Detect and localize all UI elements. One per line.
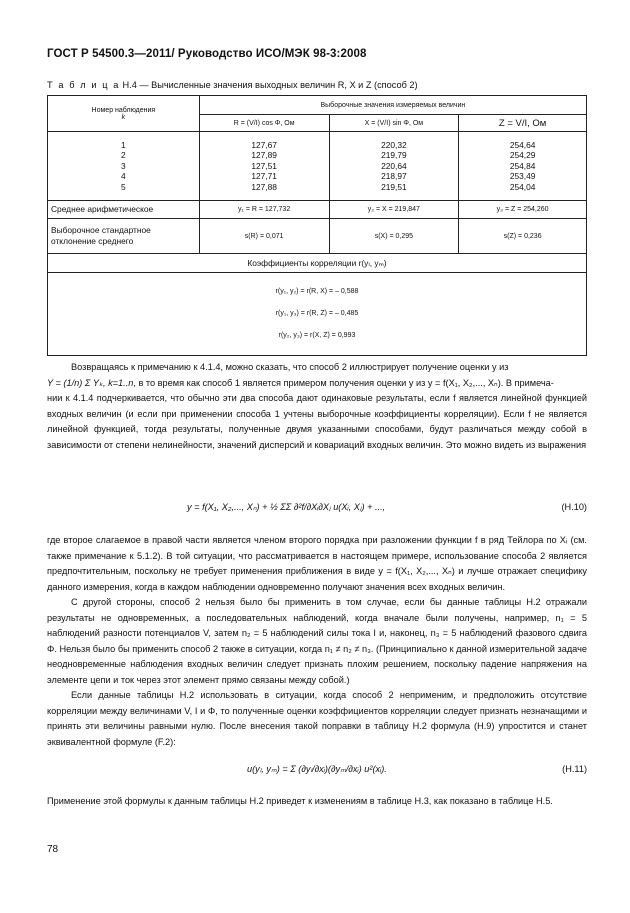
equation-h10-formula: y = f(X₁, X₂,..., Xₙ) + ½ ΣΣ ∂²f/∂Xᵢ∂Xⱼ u(Xᵢ, Xⱼ) + ..., (187, 502, 386, 512)
R-5: 127,88 (251, 181, 277, 192)
text-block-3 (47, 794, 587, 810)
mean-Z: y₃ = Z = 254,260 (459, 201, 587, 219)
paragraph-5: Если данные таблицы Н.2 использовать в ситуации, когда способ 2 неприменим, и предположить отсутствие корреляции между величинами V, I и Φ, то полученные оценки коэффициентов корреляции следует признать незначащими и принять эти величины равными нулю. После внесения такой поправки в таблицу Н.2 формула (Н.9) упростится и станет эквивалентной формуле (F.2): (47, 690, 587, 747)
X-1: 220,32 (381, 139, 407, 150)
text-block-2 (47, 533, 587, 750)
sd-label-line1: Выборочное стандартное (51, 225, 151, 235)
page-number: 78 (47, 844, 59, 855)
caption-text: Н.4 — Вычисленные значения выходных величин R, X и Z (способ 2) (119, 80, 418, 90)
equation-h11-number: (Н.11) (562, 764, 587, 774)
col-header-Z: Z = V/I, Ом (459, 115, 587, 132)
Z-4: 253,49 (509, 171, 536, 182)
page-header: ГОСТ Р 54500.3—2011/ Руководство ИСО/МЭК 98-3:2008 (47, 48, 367, 60)
table-caption (47, 80, 418, 90)
paragraph-2: нии к 4.1.4 подчеркивается, что обычно эти два способа дают одинаковые результаты, если f является линейной функцией входных величин (и если при применении способа 1 учтены выборочные коэффициенты корреляции). Если f не является линейной функцией, тогда результаты, полученные двумя указанными способами, будут различаться между собой в зависимости от степени нелинейности, значений дисперсий и ковариаций входных величин. Это можно видеть из выражения (47, 393, 587, 450)
mean-label: Среднее арифметическое (48, 201, 200, 219)
k-2: 2 (121, 150, 126, 161)
k-5: 5 (121, 181, 126, 192)
paragraph-1-continuation: , в то время как способ 1 является примером получения оценки y из y = f(X₁, X₂,..., Xₙ). В примеча- (133, 377, 554, 388)
sd-X: s(X) = 0,295 (329, 219, 459, 254)
R-4: 127,71 (251, 171, 277, 182)
R-values (199, 132, 329, 201)
col-header-observation-line2: k (121, 113, 126, 121)
col-header-X: X = (V/I) sin Φ, Ом (329, 115, 459, 132)
col-header-observation (48, 96, 200, 132)
sd-R: s(R) = 0,071 (199, 219, 329, 254)
paragraph-1: Возвращаясь к примечанию к 4.1.4, можно сказать, что способ 2 иллюстрирует получение оценки y из (71, 362, 509, 372)
correlation-title: Коэффициенты корреляции r(yₗ, yₘ) (48, 254, 587, 273)
Z-2: 254,29 (509, 150, 536, 161)
Z-3: 254,84 (509, 160, 536, 171)
X-5: 219,51 (381, 181, 407, 192)
X-3: 220,64 (381, 160, 407, 171)
mean-R: y₁ = R = 127,732 (199, 201, 329, 219)
sd-label-line2: отклонение среднего (51, 236, 134, 246)
equation-h11-formula: u(yₗ, yₘ) = Σ (∂yₗ/∂xᵢ)(∂yₘ/∂xᵢ) u²(xᵢ). (247, 764, 387, 774)
R-2: 127,89 (251, 150, 277, 161)
equation-h10-number: (Н.10) (561, 502, 587, 512)
correlation-values (48, 273, 587, 356)
Z-5: 254,04 (509, 181, 536, 192)
col-header-R: R = (V/I) cos Φ, Ом (199, 115, 329, 132)
equation-h11 (47, 758, 587, 788)
k-4: 4 (121, 171, 126, 182)
X-values (329, 132, 459, 201)
correlation-r23: r(y₂, y₃) = r(X, Z) = 0,993 (278, 332, 356, 339)
R-1: 127,67 (251, 139, 277, 150)
k-1: 1 (121, 139, 126, 150)
mean-row (48, 201, 587, 219)
sd-label (48, 219, 200, 254)
col-header-observation-line1: Номер наблюдения (91, 106, 156, 114)
group-header: Выборочные значения измеряемых величин (199, 96, 586, 115)
paragraph-1-formula-line (47, 376, 587, 392)
sd-row (48, 219, 587, 254)
correlation-r12: r(y₁, y₂) = r(R, X) = – 0,588 (275, 288, 359, 295)
Z-1: 254,64 (509, 139, 536, 150)
X-4: 218,97 (381, 171, 407, 182)
paragraph-6: Применение этой формулы к данным таблицы Н.2 приведет к изменениям в таблице Н.3, как показано в таблице Н.5. (47, 796, 553, 806)
X-2: 219,79 (381, 150, 407, 161)
data-values-row (48, 132, 587, 201)
Z-values (459, 132, 587, 201)
paragraph-4: С другой стороны, способ 2 нельзя было бы применить в том случае, если бы данные таблицы Н.2 отражали результаты не одновременных, а последовательных наблюдений, когда вначале были получены, например, n₁ = 5 наблюдений разности потенциалов V, затем n₂ = 5 наблюдений силы тока I и, наконец, n₃ = 5 наблюдений фазового сдвига Φ. Нельзя было бы применить способ 2 также в ситуации, когда n₁ ≠ n₂ ≠ n₃. (Принципиально к данной измерительной задаче неодновременные наблюдения входных величин следует признать плохим решением, поскольку падение напряжения на элементе цепи и ток через этот элемент прямо связаны между собой.) (47, 597, 587, 685)
text-block-1 (47, 360, 587, 453)
caption-label: Т а б л и ц а (47, 80, 120, 90)
sd-Z: s(Z) = 0,236 (459, 219, 587, 254)
k-values (48, 132, 200, 201)
mean-formula: Y = (1/n) Σ Yₖ, k=1..n (47, 377, 134, 388)
mean-X: y₂ = X = 219,847 (329, 201, 459, 219)
correlation-r13: r(y₁, y₃) = r(R, Z) = – 0,485 (275, 310, 359, 317)
paragraph-3: где второе слагаемое в правой части является членом второго порядка при разложении функции f в ряд Тейлора по Xᵢ (см. также примечание к 5.1.2). В той ситуации, что рассматривается в настоящем примере, использование способа 2 является предпочтительным, поскольку не требует применения приближения в виде y = f(X₁, X₂,..., Xₙ) и лучше отражает специфику данного измерения, когда в каждом наблюдении одновременно получают значения всех входных величин. (47, 535, 587, 592)
equation-h10 (47, 498, 587, 528)
results-table (47, 95, 587, 356)
R-3: 127,51 (251, 160, 277, 171)
k-3: 3 (121, 160, 126, 171)
